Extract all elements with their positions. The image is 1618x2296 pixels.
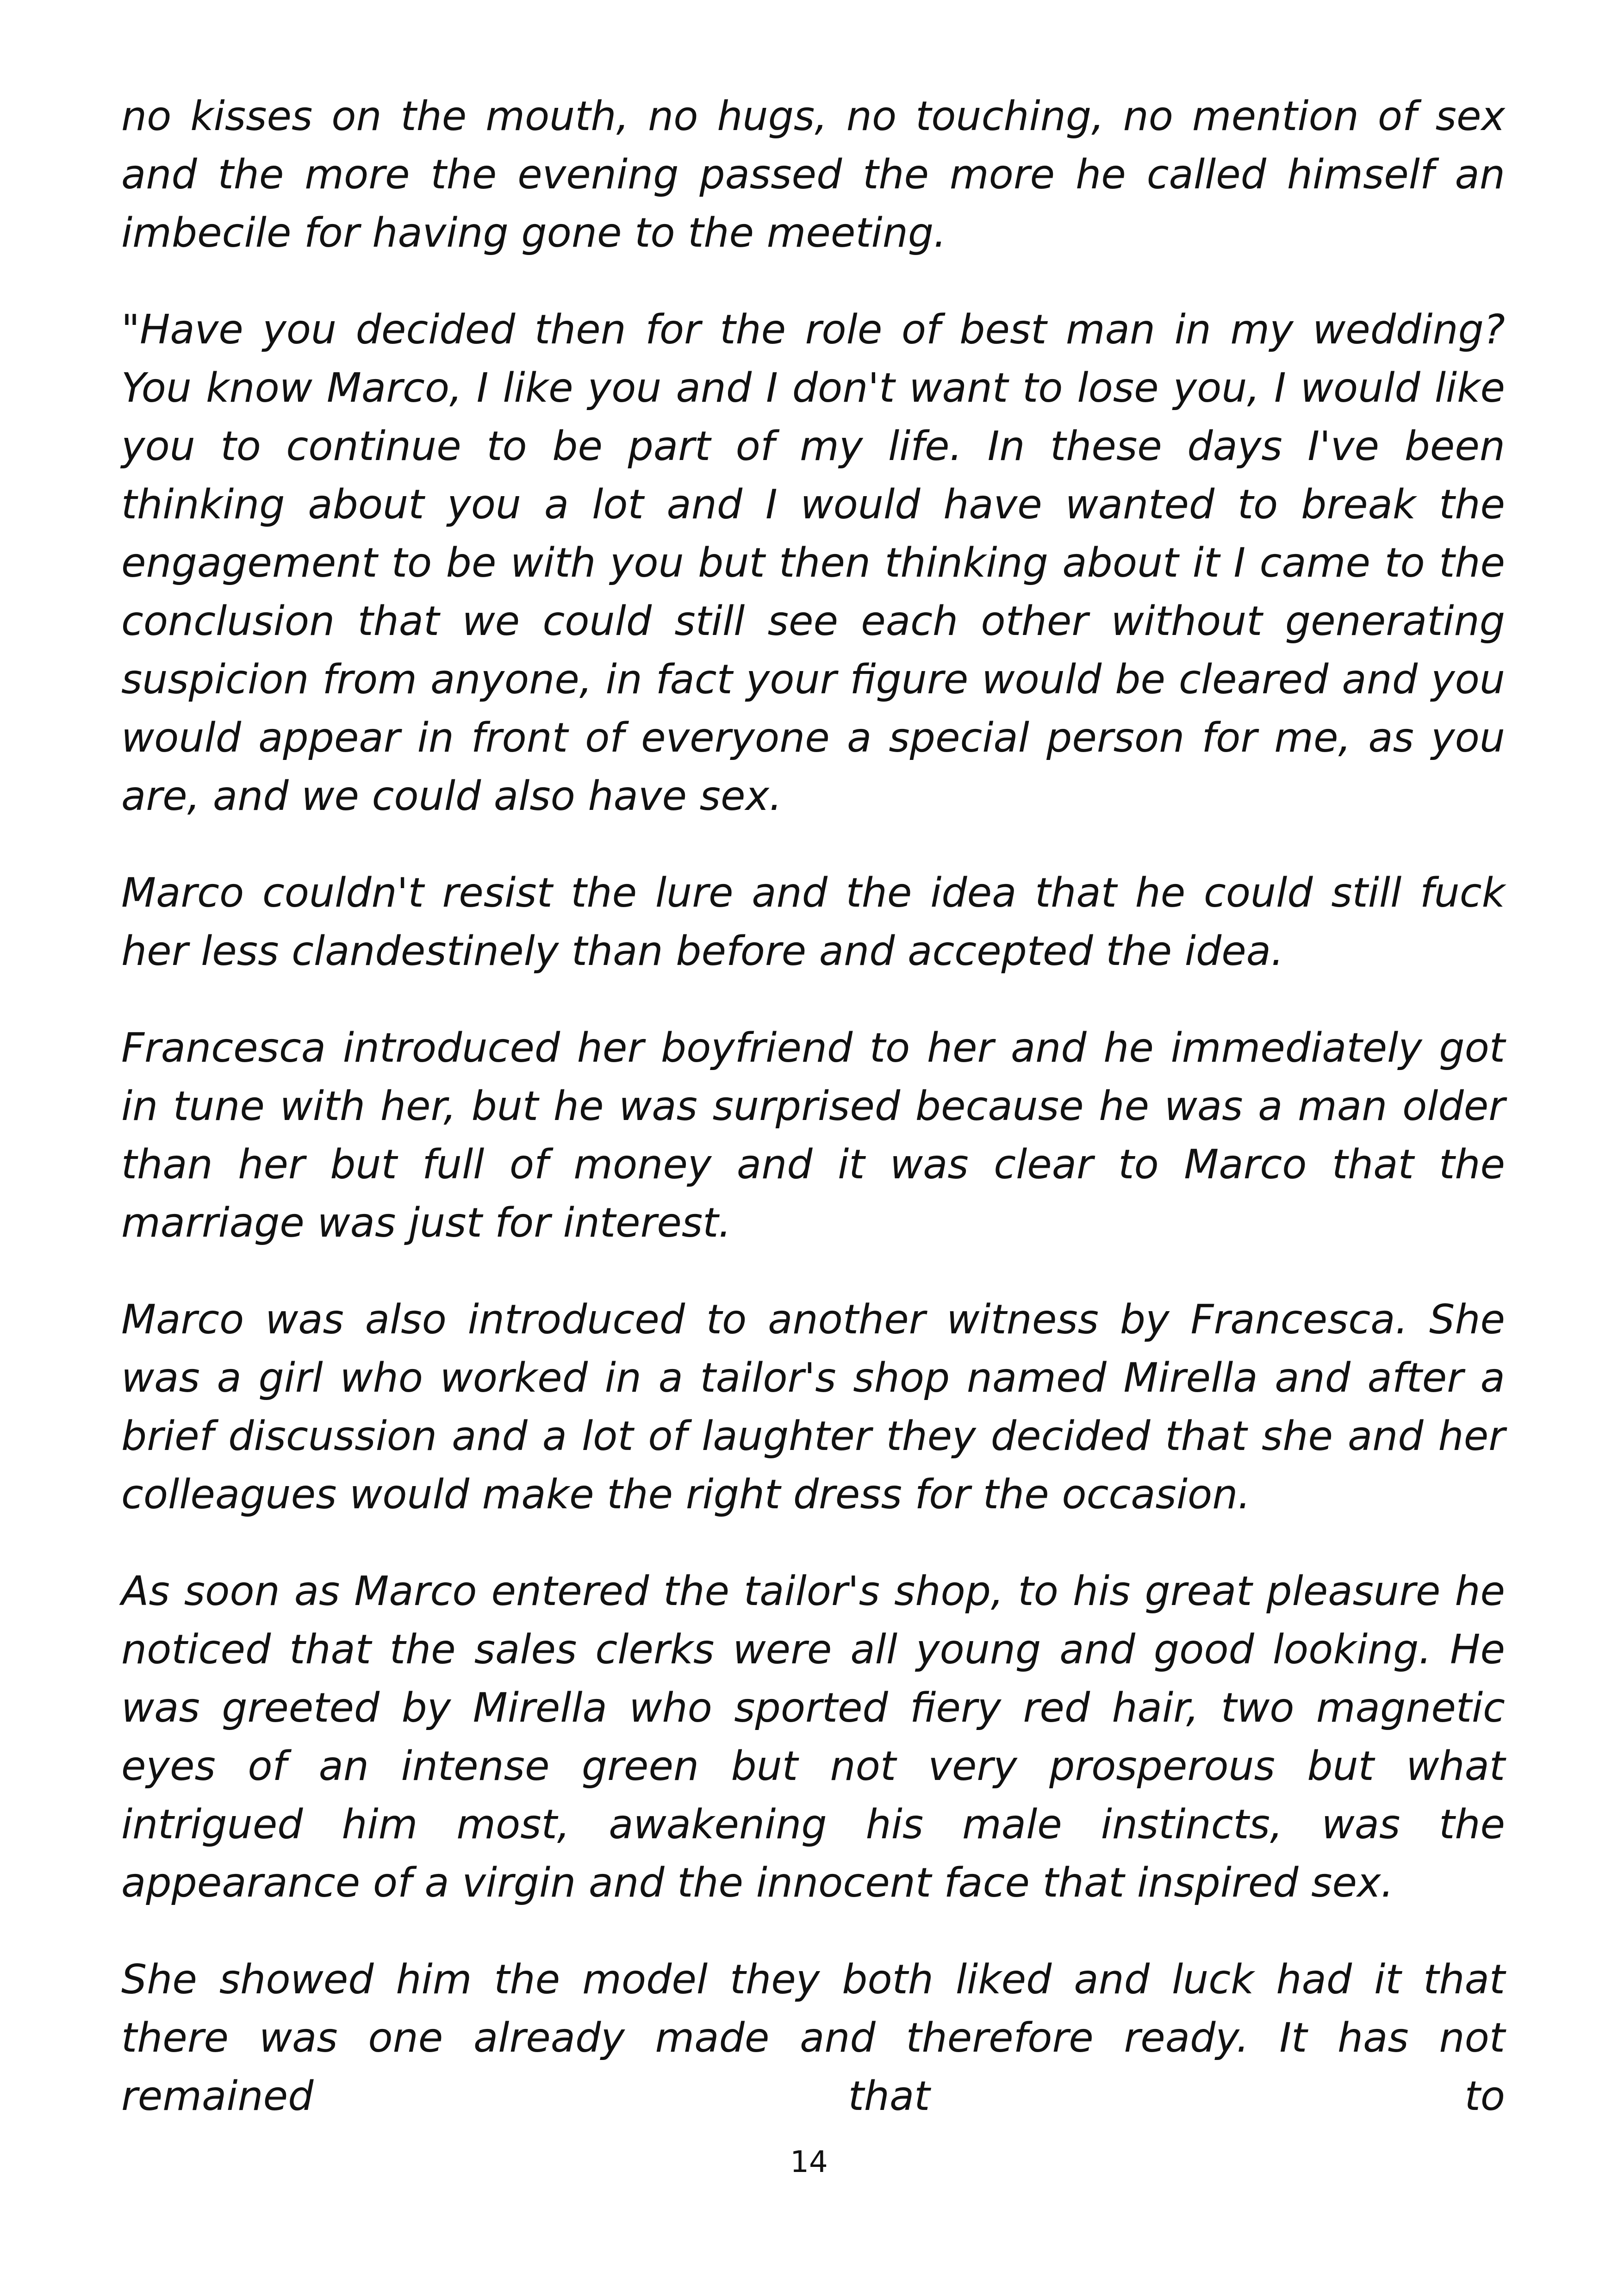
paragraph-3: Marco couldn't resist the lure and the idea that he could still fuck her less clandestinely than before and accepted the idea. [121, 869, 1505, 975]
paragraph-6: As soon as Marco entered the tailor's shop, to his great pleasure he noticed that the sales clerks were all young and good looking. He was greeted by Mirella who sported fiery red hair, two magnetic eyes of an intense green but not very prosperous but what intrigued him most, awakening his male instincts, was the appearance of a virgin and the innocent face that inspired sex. [121, 1568, 1505, 1906]
paragraph-4: Francesca introduced her boyfriend to her and he immediately got in tune with her, but he was surprised because he was a man older than her but full of money and it was clear to Marco that the marriage was just for interest. [121, 1024, 1505, 1246]
paragraph-5: Marco was also introduced to another witness by Francesca. She was a girl who worked in a tailor's shop named Mirella and after a brief discussion and a lot of laughter they decided that she and her colleagues would make the right dress for the occasion. [121, 1296, 1505, 1518]
paragraph-2: "Have you decided then for the role of best man in my wedding? You know Marco, I like you and I don't want to lose you, I would like you to continue to be part of my life. In these days I've been thinking about you a lot and I would have wanted to break the engagement to be with you but then thinking about it I came to the conclusion that we could still see each other without generating suspicion from anyone, in fact your figure would be cleared and you would appear in front of everyone a special person for me, as you are, and we could also have sex. [121, 306, 1505, 820]
paragraph-7: She showed him the model they both liked and luck had it that there was one already made and therefore ready. It has not remained that to [121, 1956, 1505, 2120]
page-body [121, 87, 1505, 2164]
paragraph-1: no kisses on the mouth, no hugs, no touching, no mention of sex and the more the evening passed the more he called himself an imbecile for having gone to the meeting. [121, 93, 1505, 256]
page-number: 14 [790, 2145, 828, 2179]
